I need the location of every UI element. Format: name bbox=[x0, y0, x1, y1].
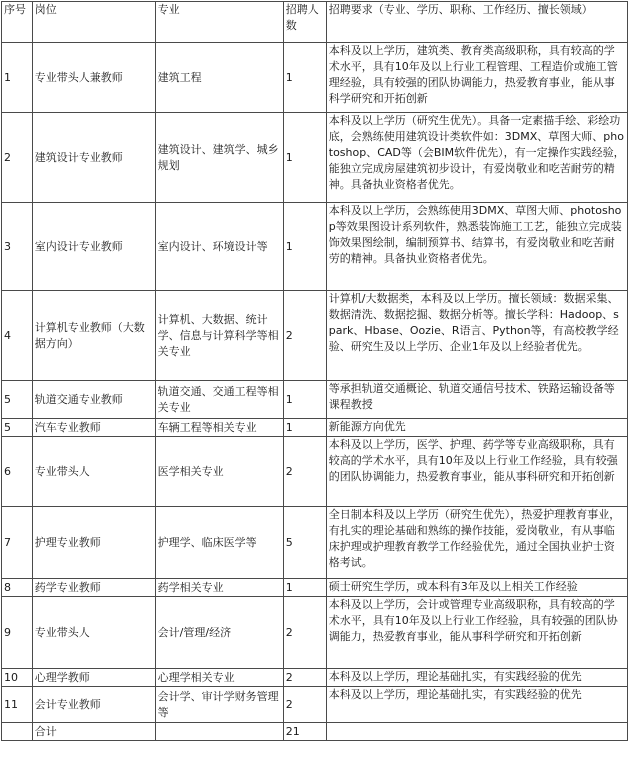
cell-count: 1 bbox=[283, 113, 326, 203]
total-label: 合计 bbox=[32, 723, 155, 741]
cell-count: 1 bbox=[283, 43, 326, 113]
cell-major: 建筑工程 bbox=[155, 43, 283, 113]
cell-position: 专业带头人 bbox=[32, 597, 155, 669]
header-major: 专业 bbox=[155, 2, 283, 43]
cell-position: 药学专业教师 bbox=[32, 579, 155, 597]
cell-major: 室内设计、环境设计等 bbox=[155, 203, 283, 291]
cell-requirements: 硕士研究生学历，或本科有3年及以上相关工作经验 bbox=[326, 579, 627, 597]
cell-no: 5 bbox=[2, 419, 33, 437]
header-position: 岗位 bbox=[32, 2, 155, 43]
cell-position: 会计专业教师 bbox=[32, 687, 155, 723]
cell-count: 1 bbox=[283, 579, 326, 597]
cell-major: 计算机、大数据、统计学、信息与计算科学等相关专业 bbox=[155, 291, 283, 381]
cell-no: 4 bbox=[2, 291, 33, 381]
total-requirements-cell bbox=[326, 723, 627, 741]
cell-major: 车辆工程等相关专业 bbox=[155, 419, 283, 437]
cell-major: 轨道交通、交通工程等相关专业 bbox=[155, 381, 283, 419]
cell-count: 2 bbox=[283, 437, 326, 507]
cell-requirements: 本科及以上学历（研究生优先）。具备一定素描手绘、彩绘功底，会熟练使用建筑设计类软件如：3DMX、草图大师、photoshop、CAD等（会BIM软件优先），有一定操作实践经验，能独立完成房屋建筑初步设计，有爱岗敬业和吃苦耐劳的精神。具备执业资格者优先。 bbox=[326, 113, 627, 203]
cell-major: 会计学、审计学财务管理等 bbox=[155, 687, 283, 723]
table-row bbox=[2, 419, 628, 437]
cell-count: 1 bbox=[283, 419, 326, 437]
cell-no: 5 bbox=[2, 381, 33, 419]
cell-count: 1 bbox=[283, 381, 326, 419]
cell-major: 心理学相关专业 bbox=[155, 669, 283, 687]
cell-requirements: 本科及以上学历，医学、护理、药学等专业高级职称，具有较高的学术水平，具有10年及以上行业工作经验，具有较强的团队协调能力，热爱教育事业，能从事科研究和开拓创新 bbox=[326, 437, 627, 507]
cell-major: 建筑设计、建筑学、城乡规划 bbox=[155, 113, 283, 203]
header-requirements: 招聘要求（专业、学历、职称、工作经历、擅长领域） bbox=[326, 2, 627, 43]
cell-requirements: 新能源方向优先 bbox=[326, 419, 627, 437]
cell-requirements: 全日制本科及以上学历（研究生优先），热爱护理教育事业，有扎实的理论基础和熟练的操作技能，爱岗敬业，有从事临床护理或护理教育教学工作经验优先，通过全国执业护士资格考试。 bbox=[326, 507, 627, 579]
cell-no: 1 bbox=[2, 43, 33, 113]
table-row bbox=[2, 597, 628, 669]
cell-position: 汽车专业教师 bbox=[32, 419, 155, 437]
cell-count: 2 bbox=[283, 669, 326, 687]
cell-major: 药学相关专业 bbox=[155, 579, 283, 597]
cell-major: 会计/管理/经济 bbox=[155, 597, 283, 669]
cell-position: 室内设计专业教师 bbox=[32, 203, 155, 291]
cell-no: 7 bbox=[2, 507, 33, 579]
cell-major: 护理学、临床医学等 bbox=[155, 507, 283, 579]
table-row bbox=[2, 507, 628, 579]
header-no: 序号 bbox=[2, 2, 33, 43]
table-row bbox=[2, 113, 628, 203]
cell-count: 2 bbox=[283, 687, 326, 723]
total-row bbox=[2, 723, 628, 741]
cell-major: 医学相关专业 bbox=[155, 437, 283, 507]
cell-position: 专业带头人 bbox=[32, 437, 155, 507]
cell-position: 计算机专业教师（大数据方向） bbox=[32, 291, 155, 381]
table-row bbox=[2, 203, 628, 291]
table-row bbox=[2, 579, 628, 597]
cell-count: 2 bbox=[283, 597, 326, 669]
cell-no: 8 bbox=[2, 579, 33, 597]
cell-count: 1 bbox=[283, 203, 326, 291]
total-major-cell bbox=[155, 723, 283, 741]
cell-no: 10 bbox=[2, 669, 33, 687]
total-no-cell bbox=[2, 723, 33, 741]
table-row bbox=[2, 381, 628, 419]
cell-requirements: 本科及以上学历，会熟练使用3DMX、草图大师、photoshop等效果图设计系列软件，熟悉装饰施工工艺，能独立完成装饰效果图绘制，编制预算书、结算书，有爱岗敬业和吃苦耐劳的精神。具备执业资格者优先。 bbox=[326, 203, 627, 291]
cell-no: 6 bbox=[2, 437, 33, 507]
cell-position: 轨道交通专业教师 bbox=[32, 381, 155, 419]
cell-position: 护理专业教师 bbox=[32, 507, 155, 579]
cell-position: 专业带头人兼教师 bbox=[32, 43, 155, 113]
cell-no: 9 bbox=[2, 597, 33, 669]
cell-count: 5 bbox=[283, 507, 326, 579]
cell-no: 2 bbox=[2, 113, 33, 203]
cell-no: 11 bbox=[2, 687, 33, 723]
header-row bbox=[2, 2, 628, 43]
cell-requirements: 计算机/大数据类，本科及以上学历。擅长领域：数据采集、数据清洗、数据挖掘、数据分析等。擅长学科：Hadoop、spark、Hbase、Oozie、R语言、Python等，有高校教学经验、研究生及以上学历、企业1年及以上经验者优先。 bbox=[326, 291, 627, 381]
cell-requirements: 本科及以上学历，会计或管理专业高级职称，具有较高的学术水平，具有10年及以上行业工作经验，具有较强的团队协调能力，热爱教育事业，能从事科学研究和开拓创新 bbox=[326, 597, 627, 669]
total-count: 21 bbox=[283, 723, 326, 741]
recruitment-table bbox=[1, 1, 628, 741]
table-row bbox=[2, 43, 628, 113]
cell-requirements: 本科及以上学历，理论基础扎实，有实践经验的优先 bbox=[326, 687, 627, 723]
cell-requirements: 本科及以上学历，理论基础扎实，有实践经验的优先 bbox=[326, 669, 627, 687]
cell-count: 2 bbox=[283, 291, 326, 381]
cell-position: 建筑设计专业教师 bbox=[32, 113, 155, 203]
cell-position: 心理学教师 bbox=[32, 669, 155, 687]
header-count: 招聘人数 bbox=[283, 2, 326, 43]
cell-no: 3 bbox=[2, 203, 33, 291]
table-row bbox=[2, 687, 628, 723]
table-row bbox=[2, 437, 628, 507]
cell-requirements: 本科及以上学历，建筑类、教育类高级职称，具有较高的学术水平，具有10年及以上行业工程管理、工程造价或施工管理经验，具有较强的团队协调能力，热爱教育事业，能从事科学研究和开拓创新 bbox=[326, 43, 627, 113]
table-row bbox=[2, 669, 628, 687]
cell-requirements: 等承担轨道交通概论、轨道交通信号技术、铁路运输设备等课程教授 bbox=[326, 381, 627, 419]
table-row bbox=[2, 291, 628, 381]
